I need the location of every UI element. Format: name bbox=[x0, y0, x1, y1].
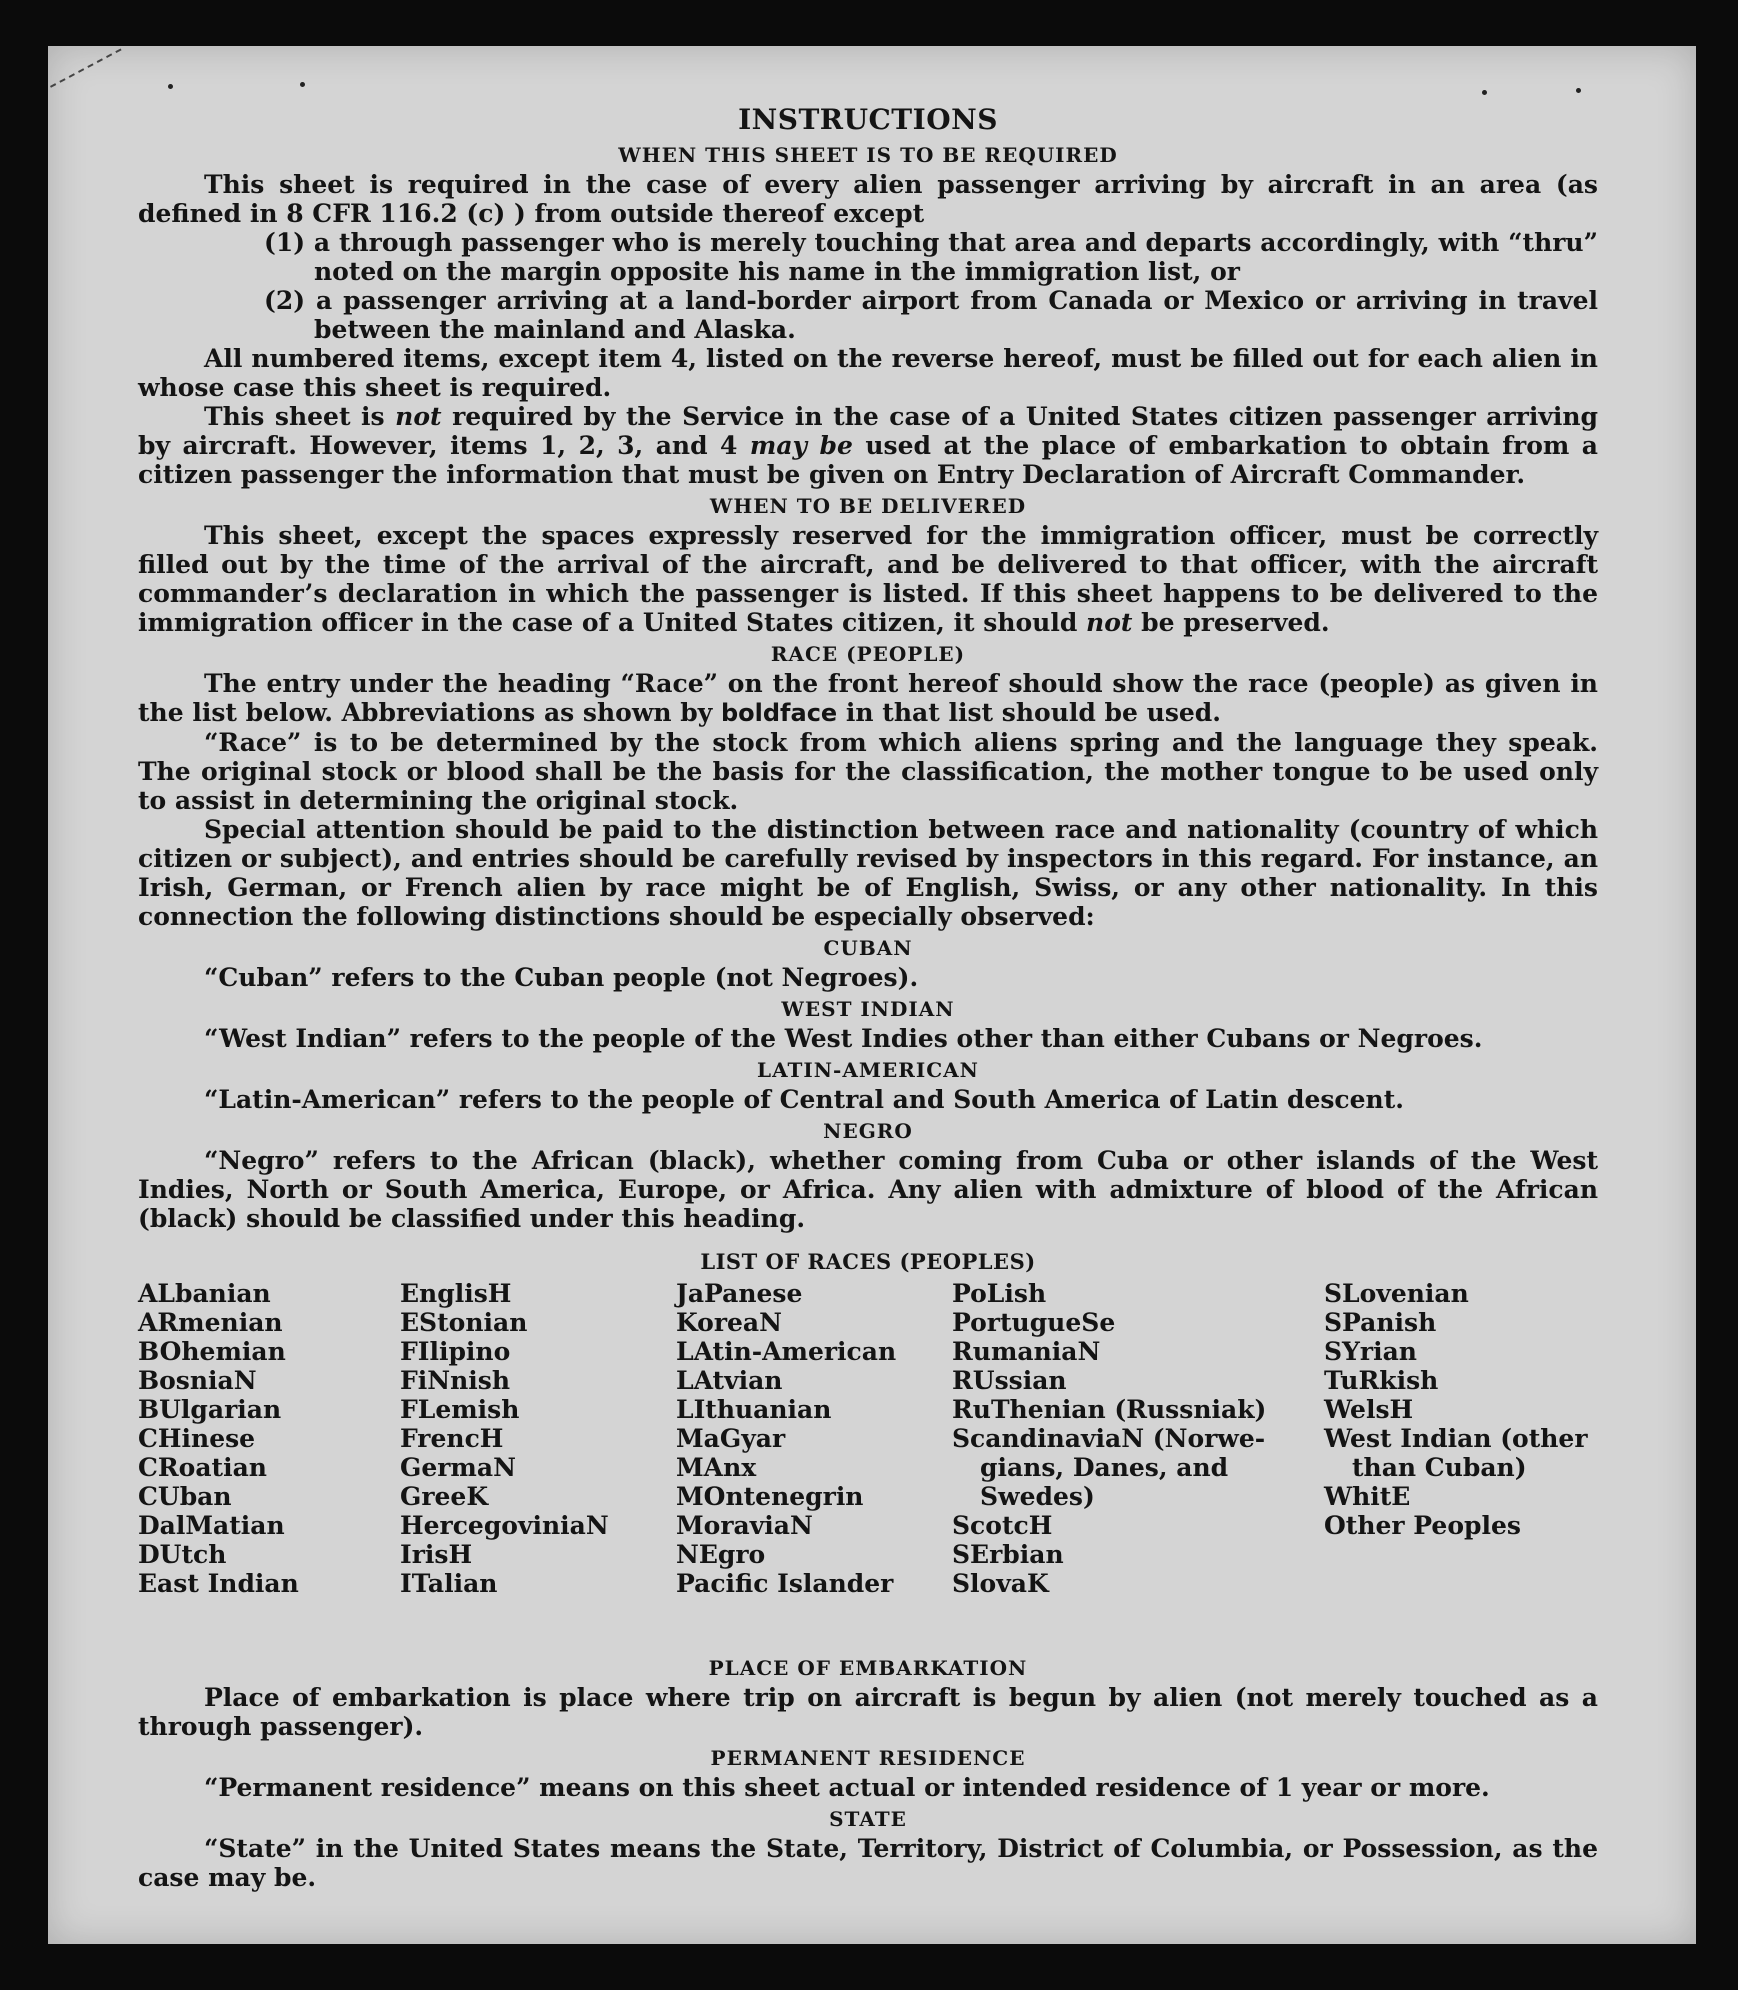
race-entry: RumaniaN bbox=[952, 1337, 1101, 1366]
paragraph bbox=[138, 669, 1598, 728]
race-entry: MAnx bbox=[676, 1453, 757, 1482]
race-entry: KoreaN bbox=[676, 1308, 782, 1337]
text-run: required by the Service in the case of a United States citizen passenger arriving by aircraft. However, items 1, 2, 3, and 4 bbox=[138, 402, 1598, 460]
races-column-1 bbox=[138, 1279, 299, 1598]
races-column-4 bbox=[952, 1279, 1266, 1598]
race-entry: SPanish bbox=[1324, 1308, 1437, 1337]
race-entry: ITalian bbox=[400, 1569, 498, 1598]
section-heading-embarkation: PLACE OF EMBARKATION bbox=[708, 1656, 1028, 1680]
race-entry: SlovaK bbox=[952, 1569, 1049, 1598]
race-entry: gians, Danes, and bbox=[980, 1453, 1229, 1482]
paragraph: “Race” is to be determined by the stock from which aliens spring and the language they speak. The original stock or blood shall be the basis for the classification, the mother tongue to be used only to assist in determining the original stock. bbox=[138, 728, 1598, 815]
race-entry: FiNnish bbox=[400, 1366, 511, 1395]
race-entry: RuThenian (Russniak) bbox=[952, 1395, 1267, 1424]
text-run: This sheet is bbox=[204, 402, 396, 431]
item-text: a through passenger who is merely touching that area and departs accordingly, with “thru” noted on the margin opposite his name in the immigration list, or bbox=[313, 228, 1598, 286]
race-entry: NEgro bbox=[676, 1540, 766, 1569]
paragraph: “Permanent residence” means on this sheet actual or intended residence of 1 year or more. bbox=[204, 1773, 1490, 1802]
text-run: used at the place of embarkation to obtain from a citizen passenger the information that must be given on Entry Declaration of Aircraft Commander. bbox=[138, 431, 1598, 489]
races-column-5 bbox=[1324, 1279, 1588, 1540]
race-entry: GermaN bbox=[400, 1453, 516, 1482]
section-heading-cuban: CUBAN bbox=[823, 936, 913, 960]
race-entry: LAtin-American bbox=[676, 1337, 897, 1366]
speck-mark bbox=[300, 82, 305, 87]
folded-corner-mark bbox=[50, 48, 140, 123]
list-item bbox=[138, 228, 1598, 286]
race-entry: ARmenian bbox=[138, 1308, 283, 1337]
speck-mark bbox=[168, 84, 173, 89]
race-entry: JaPanese bbox=[676, 1279, 803, 1308]
text-run: be preserved. bbox=[1132, 608, 1330, 637]
race-entry: ALbanian bbox=[138, 1279, 271, 1308]
item-text: a passenger arriving at a land-border airport from Canada or Mexico or arriving in travel between the mainland and Alaska. bbox=[314, 286, 1598, 344]
boldface-word: boldface bbox=[720, 699, 838, 727]
item-number: (1) bbox=[264, 228, 306, 257]
paragraph: “State” in the United States means the State, Territory, District of Columbia, or Possession, as the case may be. bbox=[138, 1834, 1598, 1892]
paragraph: “Negro” refers to the African (black), whether coming from Cuba or other islands of the West Indies, North or South America, Europe, or Africa. Any alien with admixture of blood of the African (black) should be classified under this heading. bbox=[138, 1146, 1598, 1233]
race-entry: Other Peoples bbox=[1324, 1511, 1521, 1540]
paragraph: This sheet is required in the case of every alien passenger arriving by aircraft in an area (as defined in 8 CFR 116.2 (c) ) from outside thereof except bbox=[138, 170, 1598, 228]
race-entry: Pacific Islander bbox=[676, 1569, 894, 1598]
race-entry: than Cuban) bbox=[1352, 1453, 1527, 1482]
race-entry: FrencH bbox=[400, 1424, 504, 1453]
paragraph bbox=[138, 402, 1598, 489]
race-entry: IrisH bbox=[400, 1540, 473, 1569]
race-entry: FIlipino bbox=[400, 1337, 511, 1366]
race-entry: EStonian bbox=[400, 1308, 528, 1337]
emphasis: may be bbox=[749, 431, 853, 460]
paragraph: “West Indian” refers to the people of the West Indies other than either Cubans or Negroes. bbox=[204, 1024, 1483, 1053]
race-entry: WhitE bbox=[1324, 1482, 1411, 1511]
race-entry: BOhemian bbox=[138, 1337, 286, 1366]
list-item bbox=[138, 286, 1598, 344]
race-entry: HercegoviniaN bbox=[400, 1511, 609, 1540]
text-run: The entry under the heading “Race” on the front hereof should show the race (people) as given in the list below. Abbreviations as shown by bbox=[138, 669, 1598, 727]
race-entry: West Indian (other bbox=[1324, 1424, 1588, 1453]
race-entry: Swedes) bbox=[980, 1482, 1095, 1511]
race-entry: DalMatian bbox=[138, 1511, 285, 1540]
item-number: (2) bbox=[264, 286, 306, 315]
page-title: INSTRUCTIONS bbox=[738, 103, 998, 136]
race-entry: SYrian bbox=[1324, 1337, 1417, 1366]
section-heading-west-indian: WEST INDIAN bbox=[781, 997, 955, 1021]
race-entry: WelsH bbox=[1324, 1395, 1414, 1424]
races-list bbox=[138, 1279, 1598, 1651]
document-page bbox=[48, 46, 1696, 1944]
race-entry: TuRkish bbox=[1324, 1366, 1439, 1395]
race-entry: East Indian bbox=[138, 1569, 299, 1598]
text-run: This sheet, except the spaces expressly reserved for the immigration officer, must be correctly filled out by the time of the arrival of the aircraft, and be delivered to that officer, with the aircraft commander’s declaration in which the passenger is listed. If this sheet happens to be delivered to the immigration officer in the case of a United States citizen, it should bbox=[138, 521, 1598, 637]
race-entry: CHinese bbox=[138, 1424, 256, 1453]
emphasis: not bbox=[1086, 608, 1133, 637]
race-entry: CRoatian bbox=[138, 1453, 267, 1482]
race-entry: DUtch bbox=[138, 1540, 227, 1569]
section-heading-race: RACE (PEOPLE) bbox=[770, 642, 966, 666]
race-entry: MOntenegrin bbox=[676, 1482, 864, 1511]
race-entry: BosniaN bbox=[138, 1366, 257, 1395]
speck-mark bbox=[1482, 90, 1487, 95]
section-heading-residence: PERMANENT RESIDENCE bbox=[710, 1746, 1026, 1770]
section-heading-state: STATE bbox=[829, 1807, 907, 1831]
paragraph bbox=[138, 521, 1598, 637]
section-heading-latin-american: LATIN-AMERICAN bbox=[757, 1058, 979, 1082]
races-column-3 bbox=[676, 1279, 896, 1598]
section-heading-negro: NEGRO bbox=[823, 1119, 913, 1143]
race-entry: LAtvian bbox=[676, 1366, 783, 1395]
race-entry: FLemish bbox=[400, 1395, 520, 1424]
paragraph: “Latin-American” refers to the people of Central and South America of Latin descent. bbox=[204, 1085, 1404, 1114]
race-entry: ScotcH bbox=[952, 1511, 1053, 1540]
race-entry: ScandinaviaN (Norwe- bbox=[952, 1424, 1266, 1453]
list-of-races-heading: LIST OF RACES (PEOPLES) bbox=[700, 1249, 1036, 1274]
section-heading-delivered: WHEN TO BE DELIVERED bbox=[709, 494, 1027, 518]
instructions-content bbox=[138, 102, 1598, 1892]
paragraph: “Cuban” refers to the Cuban people (not Negroes). bbox=[204, 963, 919, 992]
race-entry: SErbian bbox=[952, 1540, 1064, 1569]
race-entry: PoLish bbox=[952, 1279, 1047, 1308]
speck-mark bbox=[1576, 88, 1581, 93]
race-entry: EnglisH bbox=[400, 1279, 512, 1308]
race-entry: LIthuanian bbox=[676, 1395, 832, 1424]
race-entry: BUlgarian bbox=[138, 1395, 282, 1424]
paragraph: All numbered items, except item 4, listed on the reverse hereof, must be filled out for each alien in whose case this sheet is required. bbox=[138, 344, 1598, 402]
race-entry: PortugueSe bbox=[952, 1308, 1116, 1337]
race-entry: CUban bbox=[138, 1482, 232, 1511]
race-entry: MaGyar bbox=[676, 1424, 786, 1453]
race-entry: RUssian bbox=[952, 1366, 1067, 1395]
paragraph: Special attention should be paid to the distinction between race and nationality (country of which citizen or subject), and entries should be carefully revised by inspectors in this regard. For instance, an Irish, German, or French alien by race might be of English, Swiss, or any other nationality. In this connection the following distinctions should be especially observed: bbox=[138, 815, 1598, 931]
race-entry: GreeK bbox=[400, 1482, 489, 1511]
section-heading-required: WHEN THIS SHEET IS TO BE REQUIRED bbox=[618, 143, 1118, 167]
race-entry: SLovenian bbox=[1324, 1279, 1469, 1308]
races-column-2 bbox=[400, 1279, 609, 1598]
text-run: in that list should be used. bbox=[837, 698, 1221, 727]
emphasis: not bbox=[395, 402, 442, 431]
race-entry: MoraviaN bbox=[676, 1511, 813, 1540]
paragraph: Place of embarkation is place where trip on aircraft is begun by alien (not merely touched as a through passenger). bbox=[138, 1683, 1598, 1741]
